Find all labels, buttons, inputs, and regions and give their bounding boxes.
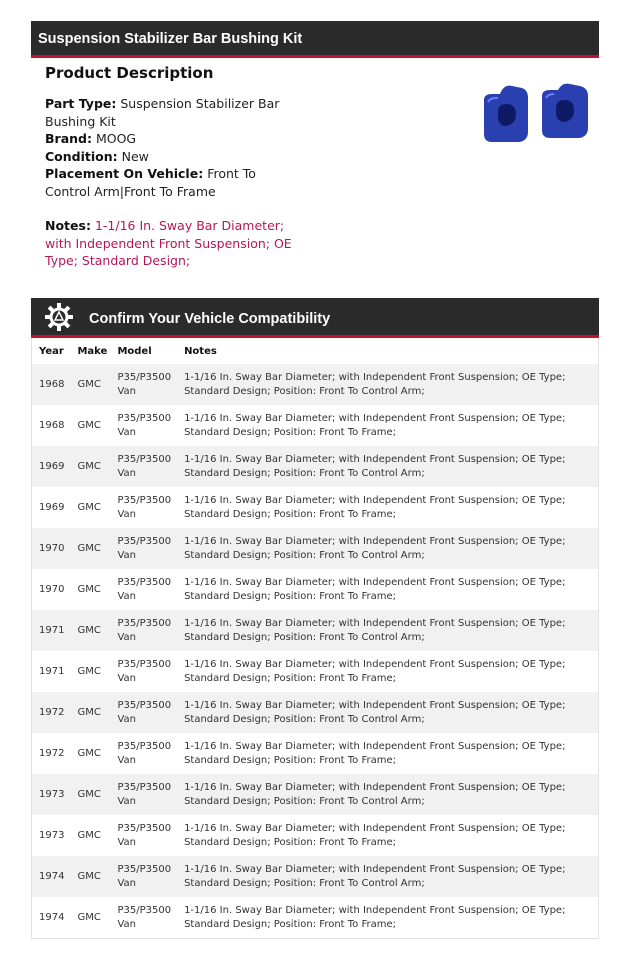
table-row bbox=[32, 610, 598, 651]
cell-make: GMC bbox=[77, 419, 101, 431]
brand-value: MOOG bbox=[95, 131, 137, 146]
cell-model: P35/P3500 Van bbox=[117, 740, 172, 766]
cell-year: 1972 bbox=[39, 747, 65, 759]
cell-make: GMC bbox=[77, 460, 101, 472]
page-title: Suspension Stabilizer Bar Bushing Kit bbox=[38, 31, 303, 47]
notes-value: 1-1/16 In. Sway Bar Diameter; with Independent Front Suspension; OE Type; Standard Design; bbox=[45, 218, 292, 268]
column-header-year: Year bbox=[39, 345, 64, 357]
cell-make: GMC bbox=[77, 870, 101, 882]
cell-make: GMC bbox=[77, 378, 101, 390]
brand-line bbox=[45, 130, 305, 148]
cell-model: P35/P3500 Van bbox=[117, 371, 172, 397]
cell-notes: 1-1/16 In. Sway Bar Diameter; with Independent Front Suspension; OE Type; Standard Design; Position: Front To Control Arm; bbox=[184, 781, 566, 807]
bushing-left bbox=[484, 86, 528, 142]
gear-icon bbox=[44, 302, 74, 332]
cell-year: 1971 bbox=[39, 624, 65, 636]
table-row bbox=[32, 528, 598, 569]
cell-model: P35/P3500 Van bbox=[117, 576, 172, 602]
placement-line bbox=[45, 165, 305, 200]
table-row bbox=[32, 774, 598, 815]
table-row bbox=[32, 856, 598, 897]
cell-make: GMC bbox=[77, 624, 101, 636]
cell-make: GMC bbox=[77, 829, 101, 841]
description-heading: Product Description bbox=[45, 64, 214, 82]
cell-notes: 1-1/16 In. Sway Bar Diameter; with Independent Front Suspension; OE Type; Standard Design; Position: Front To Frame; bbox=[184, 658, 566, 684]
cell-notes: 1-1/16 In. Sway Bar Diameter; with Independent Front Suspension; OE Type; Standard Design; Position: Front To Control Arm; bbox=[184, 699, 566, 725]
compatibility-table bbox=[31, 338, 599, 939]
cell-year: 1973 bbox=[39, 829, 65, 841]
cell-make: GMC bbox=[77, 747, 101, 759]
cell-notes: 1-1/16 In. Sway Bar Diameter; with Independent Front Suspension; OE Type; Standard Design; Position: Front To Control Arm; bbox=[184, 617, 566, 643]
cell-model: P35/P3500 Van bbox=[117, 904, 172, 930]
cell-notes: 1-1/16 In. Sway Bar Diameter; with Independent Front Suspension; OE Type; Standard Design; Position: Front To Control Arm; bbox=[184, 371, 566, 397]
cell-year: 1974 bbox=[39, 911, 65, 923]
cell-notes: 1-1/16 In. Sway Bar Diameter; with Independent Front Suspension; OE Type; Standard Design; Position: Front To Control Arm; bbox=[184, 453, 566, 479]
cell-model: P35/P3500 Van bbox=[117, 617, 172, 643]
cell-year: 1970 bbox=[39, 583, 65, 595]
cell-make: GMC bbox=[77, 911, 101, 923]
cell-make: GMC bbox=[77, 788, 101, 800]
table-row bbox=[32, 692, 598, 733]
compatibility-title: Confirm Your Vehicle Compatibility bbox=[89, 311, 331, 327]
product-description bbox=[45, 64, 305, 270]
cell-model: P35/P3500 Van bbox=[117, 494, 172, 520]
cell-model: P35/P3500 Van bbox=[117, 781, 172, 807]
cell-make: GMC bbox=[77, 583, 101, 595]
table-row bbox=[32, 446, 598, 487]
cell-notes: 1-1/16 In. Sway Bar Diameter; with Independent Front Suspension; OE Type; Standard Design; Position: Front To Frame; bbox=[184, 412, 566, 438]
compatibility-header bbox=[31, 298, 599, 338]
cell-model: P35/P3500 Van bbox=[117, 412, 172, 438]
cell-notes: 1-1/16 In. Sway Bar Diameter; with Independent Front Suspension; OE Type; Standard Design; Position: Front To Frame; bbox=[184, 822, 566, 848]
part-type-value: Suspension Stabilizer Bar Bushing Kit bbox=[45, 96, 280, 129]
column-header-model: Model bbox=[117, 345, 152, 357]
table-row bbox=[32, 733, 598, 774]
title-bar bbox=[31, 21, 599, 58]
placement-value: Front To Control Arm|Front To Frame bbox=[45, 166, 256, 199]
notes-line bbox=[45, 217, 305, 270]
cell-model: P35/P3500 Van bbox=[117, 699, 172, 725]
cell-model: P35/P3500 Van bbox=[117, 863, 172, 889]
cell-notes: 1-1/16 In. Sway Bar Diameter; with Independent Front Suspension; OE Type; Standard Design; Position: Front To Control Arm; bbox=[184, 535, 566, 561]
cell-year: 1974 bbox=[39, 870, 65, 882]
cell-year: 1969 bbox=[39, 501, 65, 513]
table-row bbox=[32, 897, 598, 938]
product-image bbox=[478, 82, 598, 152]
cell-year: 1973 bbox=[39, 788, 65, 800]
condition-value: New bbox=[121, 148, 149, 164]
cell-model: P35/P3500 Van bbox=[117, 535, 172, 561]
column-header-notes: Notes bbox=[184, 345, 217, 357]
table-row bbox=[32, 569, 598, 610]
cell-notes: 1-1/16 In. Sway Bar Diameter; with Independent Front Suspension; OE Type; Standard Design; Position: Front To Control Arm; bbox=[184, 863, 566, 889]
table-row bbox=[32, 487, 598, 528]
cell-year: 1971 bbox=[39, 665, 65, 677]
cell-notes: 1-1/16 In. Sway Bar Diameter; with Independent Front Suspension; OE Type; Standard Design; Position: Front To Frame; bbox=[184, 576, 566, 602]
cell-notes: 1-1/16 In. Sway Bar Diameter; with Independent Front Suspension; OE Type; Standard Design; Position: Front To Frame; bbox=[184, 904, 566, 930]
condition-line bbox=[45, 148, 305, 166]
cell-make: GMC bbox=[77, 665, 101, 677]
cell-make: GMC bbox=[77, 501, 101, 513]
notes-label: Notes: bbox=[45, 218, 91, 233]
cell-model: P35/P3500 Van bbox=[117, 822, 172, 848]
part-type-line bbox=[45, 95, 305, 130]
cell-notes: 1-1/16 In. Sway Bar Diameter; with Independent Front Suspension; OE Type; Standard Design; Position: Front To Frame; bbox=[184, 740, 566, 766]
brand-label: Brand: bbox=[45, 131, 92, 146]
condition-label: Condition: bbox=[45, 148, 118, 164]
table-row bbox=[32, 364, 598, 405]
placement-label: Placement On Vehicle: bbox=[45, 166, 204, 181]
part-type-label: Part Type: bbox=[45, 96, 117, 111]
column-header-make: Make bbox=[77, 345, 108, 357]
table-row bbox=[32, 405, 598, 446]
cell-make: GMC bbox=[77, 542, 101, 554]
cell-year: 1972 bbox=[39, 706, 65, 718]
bushing-right bbox=[542, 84, 588, 138]
cell-model: P35/P3500 Van bbox=[117, 453, 172, 479]
cell-year: 1970 bbox=[39, 542, 65, 554]
cell-year: 1969 bbox=[39, 460, 65, 472]
table-header-row bbox=[32, 338, 598, 364]
cell-year: 1968 bbox=[39, 419, 65, 431]
cell-model: P35/P3500 Van bbox=[117, 658, 172, 684]
table-row bbox=[32, 815, 598, 856]
table-row bbox=[32, 651, 598, 692]
cell-year: 1968 bbox=[39, 378, 65, 390]
cell-notes: 1-1/16 In. Sway Bar Diameter; with Independent Front Suspension; OE Type; Standard Design; Position: Front To Frame; bbox=[184, 494, 566, 520]
cell-make: GMC bbox=[77, 706, 101, 718]
